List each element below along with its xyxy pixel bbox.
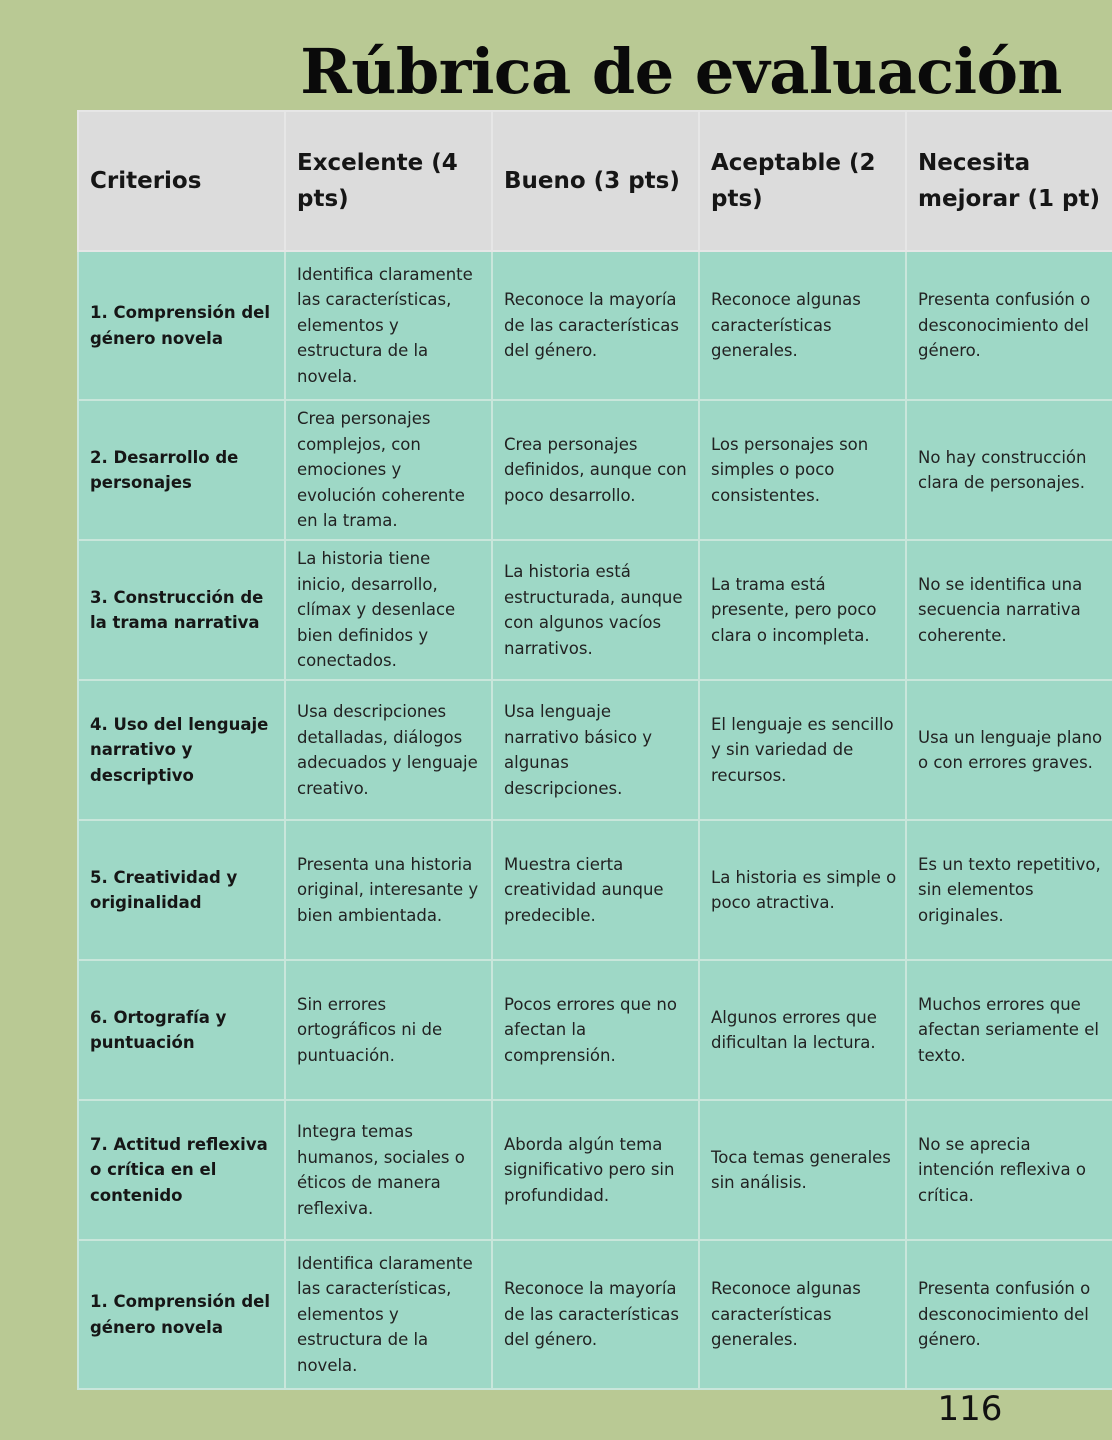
header-excelente: Excelente (4 pts) [285, 111, 492, 251]
criterion-cell: 3. Construcción de la trama narrativa [78, 540, 285, 680]
excelente-cell: Presenta una historia original, interesante y bien ambientada. [285, 820, 492, 960]
necesita-cell: No hay construcción clara de personajes. [906, 400, 1112, 540]
aceptable-cell: Reconoce algunas características generales. [699, 1240, 906, 1389]
header-necesita-mejorar: Necesita mejorar (1 pt) [906, 111, 1112, 251]
bueno-cell: Aborda algún tema significativo pero sin profundidad. [492, 1100, 699, 1240]
necesita-cell: Es un texto repetitivo, sin elementos originales. [906, 820, 1112, 960]
table-row [78, 820, 1112, 960]
table-row [78, 960, 1112, 1100]
necesita-cell: Muchos errores que afectan seriamente el texto. [906, 960, 1112, 1100]
header-criterios: Criterios [78, 111, 285, 251]
excelente-cell: Usa descripciones detalladas, diálogos adecuados y lenguaje creativo. [285, 680, 492, 820]
aceptable-cell: Algunos errores que dificultan la lectura. [699, 960, 906, 1100]
aceptable-cell: El lenguaje es sencillo y sin variedad de recursos. [699, 680, 906, 820]
aceptable-cell: La trama está presente, pero poco clara o incompleta. [699, 540, 906, 680]
table-row [78, 1240, 1112, 1389]
table-row [78, 400, 1112, 540]
excelente-cell: Identifica claramente las características, elementos y estructura de la novela. [285, 1240, 492, 1389]
aceptable-cell: Toca temas generales sin análisis. [699, 1100, 906, 1240]
bueno-cell: Reconoce la mayoría de las características del género. [492, 1240, 699, 1389]
table-row [78, 540, 1112, 680]
necesita-cell: Usa un lenguaje plano o con errores graves. [906, 680, 1112, 820]
rubric-header [78, 111, 1112, 251]
excelente-cell: Identifica claramente las características, elementos y estructura de la novela. [285, 251, 492, 400]
criterion-cell: 5. Creatividad y originalidad [78, 820, 285, 960]
excelente-cell: La historia tiene inicio, desarrollo, clímax y desenlace bien definidos y conectados. [285, 540, 492, 680]
criterion-cell: 7. Actitud reflexiva o crítica en el contenido [78, 1100, 285, 1240]
necesita-cell: No se identifica una secuencia narrativa coherente. [906, 540, 1112, 680]
criterion-cell: 6. Ortografía y puntuación [78, 960, 285, 1100]
table-row [78, 680, 1112, 820]
table-row [78, 251, 1112, 400]
bueno-cell: Usa lenguaje narrativo básico y algunas descripciones. [492, 680, 699, 820]
bueno-cell: La historia está estructurada, aunque con algunos vacíos narrativos. [492, 540, 699, 680]
header-row [78, 111, 1112, 251]
criterion-cell: 1. Comprensión del género novela [78, 251, 285, 400]
excelente-cell: Crea personajes complejos, con emociones y evolución coherente en la trama. [285, 400, 492, 540]
table-row [78, 1100, 1112, 1240]
bueno-cell: Crea personajes definidos, aunque con poco desarrollo. [492, 400, 699, 540]
page-number: 116 [937, 1389, 1003, 1429]
criterion-cell: 4. Uso del lenguaje narrativo y descriptivo [78, 680, 285, 820]
excelente-cell: Sin errores ortográficos ni de puntuación. [285, 960, 492, 1100]
necesita-cell: Presenta confusión o desconocimiento del género. [906, 251, 1112, 400]
bueno-cell: Reconoce la mayoría de las características del género. [492, 251, 699, 400]
bueno-cell: Pocos errores que no afectan la comprensión. [492, 960, 699, 1100]
criterion-cell: 1. Comprensión del género novela [78, 1240, 285, 1389]
rubric-table [77, 110, 1112, 1390]
aceptable-cell: Reconoce algunas características generales. [699, 251, 906, 400]
aceptable-cell: Los personajes son simples o poco consistentes. [699, 400, 906, 540]
excelente-cell: Integra temas humanos, sociales o éticos de manera reflexiva. [285, 1100, 492, 1240]
criterion-cell: 2. Desarrollo de personajes [78, 400, 285, 540]
aceptable-cell: La historia es simple o poco atractiva. [699, 820, 906, 960]
page-title: Rúbrica de evaluación [300, 35, 1062, 108]
header-aceptable: Aceptable (2 pts) [699, 111, 906, 251]
bueno-cell: Muestra cierta creatividad aunque predecible. [492, 820, 699, 960]
header-bueno: Bueno (3 pts) [492, 111, 699, 251]
necesita-cell: Presenta confusión o desconocimiento del género. [906, 1240, 1112, 1389]
rubric-body [78, 251, 1112, 1389]
necesita-cell: No se aprecia intención reflexiva o crítica. [906, 1100, 1112, 1240]
